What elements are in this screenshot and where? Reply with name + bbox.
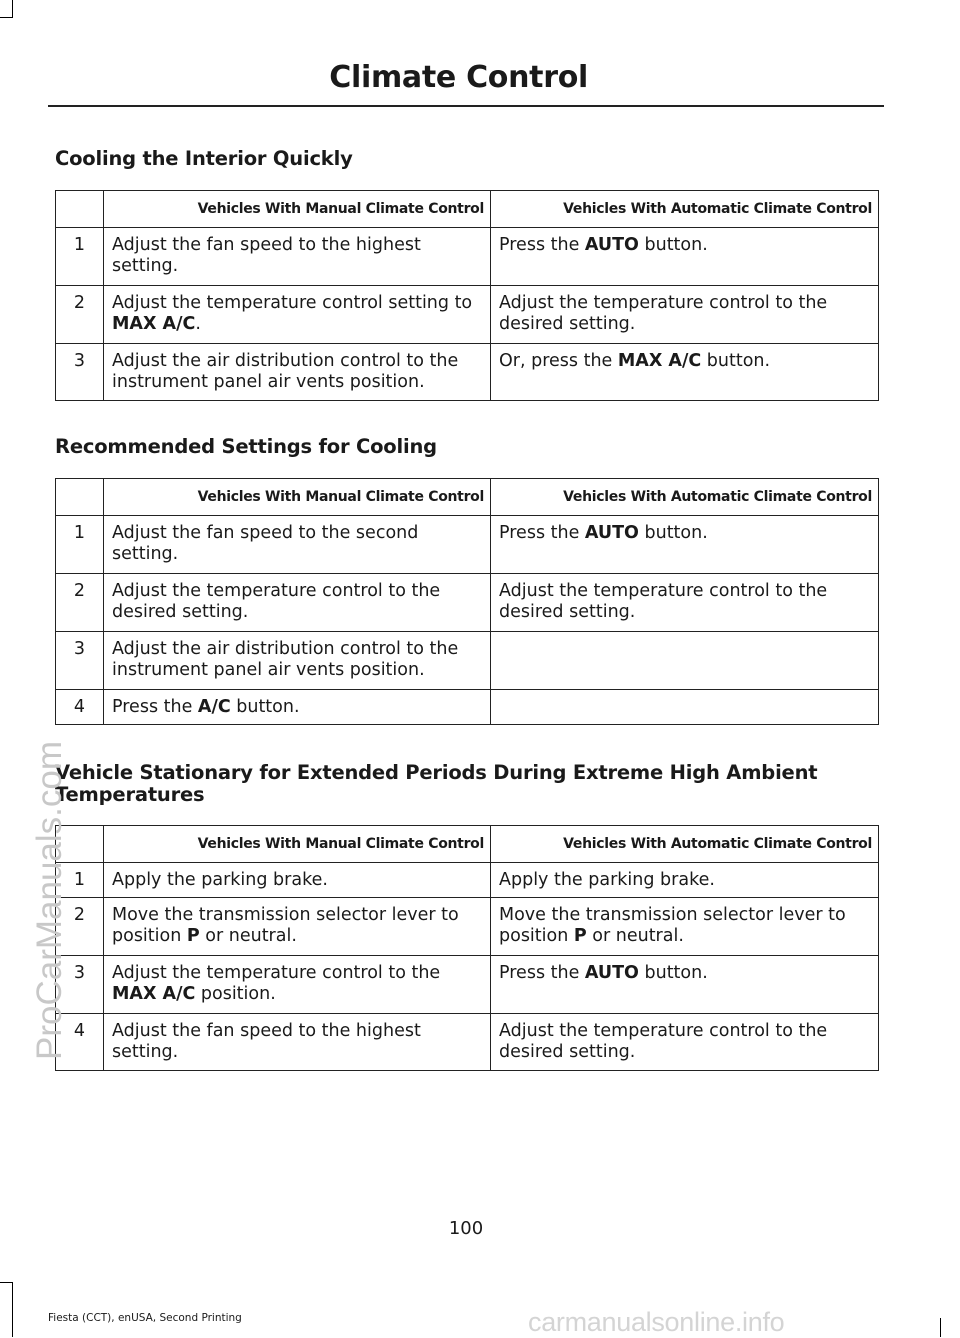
manual-instruction [104,344,491,401]
automatic-instruction [491,956,879,1014]
column-header-automatic: Vehicles With Automatic Climate Control [491,479,879,516]
crop-mark [940,1318,941,1337]
page-number: 100 [448,1218,484,1239]
edition-footer: Fiesta (CCT), enUSA, Second Printing [48,1312,242,1324]
table-row [56,863,879,898]
instruction-text: Press the [499,963,585,983]
control-name: MAX A/C [617,351,702,371]
instruction-text: Adjust the temperature control to the desired setting. [112,581,441,622]
instruction-text: button. [701,351,771,371]
control-name: P [186,926,200,946]
instruction-text: Adjust the temperature control to the desired setting. [499,581,828,622]
instruction-text: Adjust the fan speed to the highest setting. [112,235,421,276]
instruction-text: Adjust the temperature control to the [112,963,441,983]
automatic-instruction [491,286,879,344]
manual-instruction [104,863,491,898]
manual-instruction [104,632,491,690]
step-number: 1 [56,863,104,898]
automatic-instruction [491,344,879,401]
column-header-automatic: Vehicles With Automatic Climate Control [491,191,879,228]
instruction-text: Adjust the fan speed to the highest setting. [112,1021,421,1062]
instruction-text: Press the [499,523,585,543]
column-header-automatic: Vehicles With Automatic Climate Control [491,826,879,863]
instruction-text: Press the [112,697,198,717]
table-row [56,690,879,725]
automatic-instruction [491,574,879,632]
cooling-quickly-table [55,190,879,401]
instruction-text: Apply the parking brake. [112,870,328,890]
instruction-text: Apply the parking brake. [499,870,715,890]
step-number: 4 [56,690,104,725]
control-name: MAX A/C [112,314,196,334]
automatic-instruction [491,516,879,574]
control-name: AUTO [584,963,639,983]
manual-instruction [104,1014,491,1071]
instruction-text: or neutral. [586,926,684,946]
step-number: 2 [56,898,104,956]
instruction-text: Press the [499,235,585,255]
section-title-stationary-extreme-heat: Vehicle Stationary for Extended Periods During Extreme High Ambient Temperatures [55,761,818,806]
control-name: AUTO [584,523,639,543]
crop-mark [0,17,13,18]
section-title-recommended-cooling: Recommended Settings for Cooling [55,435,437,458]
page-title: Climate Control [329,60,588,95]
column-header-manual: Vehicles With Manual Climate Control [104,479,491,516]
instruction-text: button. [638,523,708,543]
column-header-manual: Vehicles With Manual Climate Control [104,826,491,863]
instruction-text: Adjust the temperature control setting to [112,293,473,313]
header-divider [48,105,884,107]
table-row [56,898,879,956]
instruction-text: position. [195,984,276,1004]
control-name: MAX A/C [112,984,196,1004]
manual-instruction [104,690,491,725]
column-header-number [56,191,104,228]
automatic-instruction [491,228,879,286]
step-number: 3 [56,632,104,690]
instruction-text: button. [638,963,708,983]
column-header-number [56,479,104,516]
table-row [56,286,879,344]
table-row [56,344,879,401]
instruction-text: Adjust the temperature control to the desired setting. [499,1021,828,1062]
bottom-watermark: carmanualsonline.info [528,1307,785,1337]
table-row [56,1014,879,1071]
step-number: 2 [56,286,104,344]
manual-instruction [104,286,491,344]
instruction-text: Adjust the fan speed to the second setting. [112,523,419,564]
instruction-text: Move the transmission selector lever to position [499,905,846,946]
table-row [56,956,879,1014]
step-number: 1 [56,228,104,286]
step-number: 3 [56,956,104,1014]
instruction-text: Adjust the air distribution control to the instrument panel air vents position. [112,351,459,392]
column-header-manual: Vehicles With Manual Climate Control [104,191,491,228]
instruction-text: button. [638,235,708,255]
automatic-instruction [491,690,879,725]
table-row [56,632,879,690]
step-number: 2 [56,574,104,632]
manual-instruction [104,228,491,286]
control-name: P [573,926,587,946]
instruction-text: button. [230,697,300,717]
manual-instruction [104,898,491,956]
section-title-cooling-quickly: Cooling the Interior Quickly [55,147,353,170]
automatic-instruction [491,863,879,898]
table-row [56,574,879,632]
instruction-text: Move the transmission selector lever to position [112,905,459,946]
table-row [56,228,879,286]
manual-instruction [104,956,491,1014]
step-number: 3 [56,344,104,401]
automatic-instruction [491,898,879,956]
automatic-instruction [491,1014,879,1071]
control-name: A/C [197,697,231,717]
side-watermark: ProCarManuals.com [30,741,69,1060]
crop-mark [0,1282,13,1283]
instruction-text: Adjust the temperature control to the desired setting. [499,293,828,334]
instruction-text: Adjust the air distribution control to the instrument panel air vents position. [112,639,459,680]
instruction-text: or neutral. [199,926,297,946]
manual-instruction [104,516,491,574]
manual-instruction [104,574,491,632]
automatic-instruction [491,632,879,690]
table-row [56,516,879,574]
crop-mark [12,1282,13,1337]
control-name: AUTO [584,235,639,255]
stationary-extreme-heat-table [55,825,879,1071]
step-number: 4 [56,1014,104,1071]
crop-mark [12,0,13,18]
recommended-cooling-table [55,478,879,725]
instruction-text: . [195,314,201,334]
instruction-text: Or, press the [499,351,618,371]
step-number: 1 [56,516,104,574]
